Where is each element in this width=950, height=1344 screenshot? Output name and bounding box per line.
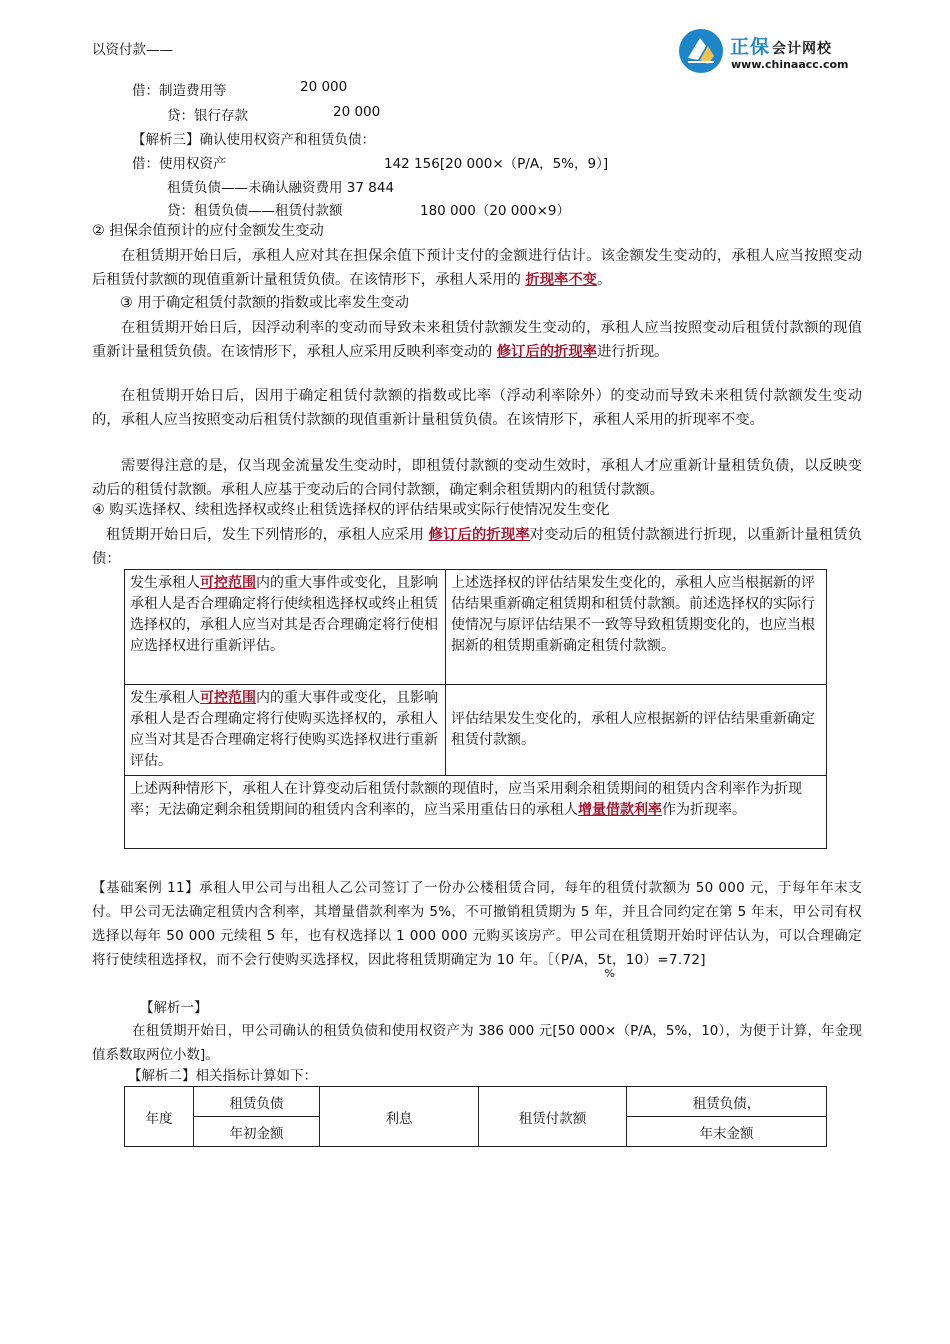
header-year: 年度 <box>125 1087 194 1147</box>
entry-lease-liability-amount: 180 000（20 000×9） <box>420 203 570 219</box>
table-cell: 上述选择权的评估结果发生变化的，承租人应当根据新的评估结果重新确定租赁期和租赁付款额。前述选择权的实际行使情况与原评估结果不一致等导致租赁期变化的，也应当根据新的租赁期重新确定租赁付款额。 <box>446 570 827 685</box>
logo-name: 正保 会计网校 <box>730 36 833 58</box>
analysis-three-heading: 【解析三】确认使用权资产和租赁负债： <box>132 132 375 148</box>
entry-credit-label: 贷：银行存款 <box>167 108 248 124</box>
truncated-top-line: 以资付款—— <box>92 42 173 58</box>
logo-url: www.chinaacc.com <box>731 58 849 71</box>
entry-rou-amount: 142 156[20 000×（P/A，5%，9）] <box>384 156 609 172</box>
table-row <box>125 1087 827 1117</box>
highlight-controllable: 可控范围 <box>200 575 256 591</box>
section-2-title: ② 担保余值预计的应付金额发生变动 <box>92 223 324 239</box>
table-cell: 上述两种情形下，承租人在计算变动后租赁付款额的现值时，应当采用剩余租赁期间的租赁内含利率作为折现率；无法确定剩余租赁期间的租赁内含利率的，应当采用重估日的承租人增量借款利率作为折现率。 <box>125 776 827 849</box>
table-row <box>125 570 827 685</box>
section-4-title: ④ 购买选择权、续租选择权或终止租赁选择权的评估结果或实际行使情况发生变化 <box>92 502 610 518</box>
highlight-incremental-rate: 增量借款利率 <box>578 802 662 818</box>
table-cell: 评估结果发生变化的，承租人应根据新的评估结果重新确定租赁付款额。 <box>446 685 827 776</box>
analysis-one-heading: 【解析一】 <box>140 1000 208 1016</box>
highlight-revised-rate-2: 修订后的折现率 <box>428 527 530 543</box>
header-begin-1: 租赁负债 <box>194 1087 320 1117</box>
analysis-one-text: 在租赁期开始日，甲公司确认的租赁负债和使用权资产为 386 000 元[50 000×（P/A，5%，10），为便于计算，年金现值系数取两位小数]。 <box>92 1023 862 1063</box>
entry-rou-label: 借：使用权资产 <box>132 156 227 172</box>
section-2-paragraph: 在租赁期开始日后，承租人应对其在担保余值下预计支付的金额进行估计。该金额发生变动的，承租人应当按照变动后租赁付款额的现值重新计量租赁负债。在该情形下，承租人采用的 折现率不变。 <box>92 248 862 288</box>
case-11-paragraph: 【基础案例 11】承租人甲公司与出租人乙公司签订了一份办公楼租赁合同，每年的租赁付款额为 50 000 元，于每年年末支付。甲公司无法确定租赁内含利率，其增量借款利率为 5%，不可撤销租赁期为 5 年，并且合同约定在第 5 年末，甲公司有权选择以每年 50 000 元续租 5 年，也有权选择以 1 000 000 元购买该房产。甲公司在租赁期开始时评估认为，可以合理确定将行使续租选择权，而不会行使购买选择权，因此将租赁期确定为 10 年。［（P/A，5t % ，10）=7.72] <box>92 880 862 980</box>
option-reassessment-table <box>124 569 827 849</box>
highlight-revised-rate: 修订后的折现率 <box>496 344 597 360</box>
entry-lease-liability-label: 贷：租赁负债——租赁付款额 <box>167 203 343 219</box>
entry-unrecognized-finance: 租赁负债——未确认融资费用 37 844 <box>167 180 395 196</box>
section-4-paragraph: 租赁期开始日后，发生下列情形的，承租人应采用 修订后的折现率对变动后的租赁付款额进行折现，以重新计量租赁负债： <box>92 527 863 567</box>
header-interest: 利息 <box>320 1087 479 1147</box>
overlay-percent: t % <box>604 952 616 980</box>
table-row <box>125 685 827 776</box>
header-end-2: 年末金额 <box>627 1117 827 1147</box>
table-cell: 发生承租人可控范围内的重大事件或变化，且影响承租人是否合理确定将行使续租选择权或终止租赁选择权的，承租人应当对其是否合理确定将行使相应选择权进行重新评估。 <box>125 570 446 685</box>
header-begin-2: 年初金额 <box>194 1117 320 1147</box>
highlight-discount-unchanged: 折现率不变 <box>525 272 597 288</box>
header-end-1: 租赁负债， <box>627 1087 827 1117</box>
lease-calc-table <box>124 1086 827 1147</box>
section-3-paragraph-3: 需要得注意的是，仅当现金流量发生变动时，即租赁付款额的变动生效时，承租人才应重新计量租赁负债，以反映变动后的租赁付款额。承租人应基于变动后的合同付款额，确定剩余租赁期内的租赁付款额。 <box>92 458 862 498</box>
section-3-title: ③ 用于确定租赁付款额的指数或比率发生变动 <box>120 295 410 311</box>
entry-credit-amount: 20 000 <box>333 104 381 120</box>
highlight-controllable-2: 可控范围 <box>200 690 256 706</box>
analysis-two-heading: 【解析二】相关指标计算如下： <box>128 1068 317 1084</box>
entry-debit-label: 借：制造费用等 <box>132 83 227 99</box>
header-payment: 租赁付款额 <box>479 1087 627 1147</box>
entry-debit-amount: 20 000 <box>300 79 348 95</box>
table-cell: 发生承租人可控范围内的重大事件或变化，且影响承租人是否合理确定将行使购买选择权的，承租人应当对其是否合理确定将行使购买选择权进行重新评估。 <box>125 685 446 776</box>
logo-icon <box>678 28 724 74</box>
section-3-paragraph-2: 在租赁期开始日后，因用于确定租赁付款额的指数或比率（浮动利率除外）的变动而导致未来租赁付款额发生变动的，承租人应当按照变动后租赁付款额的现值重新计量租赁负债。在该情形下，承租人采用的折现率不变。 <box>92 388 862 428</box>
table-row <box>125 776 827 849</box>
section-3-paragraph-1: 在租赁期开始日后，因浮动利率的变动而导致未来租赁付款额发生变动的，承租人应当按照变动后租赁付款额的现值重新计量租赁负债。在该情形下，承租人应采用反映利率变动的 修订后的折现率进行折现。 <box>92 320 862 360</box>
